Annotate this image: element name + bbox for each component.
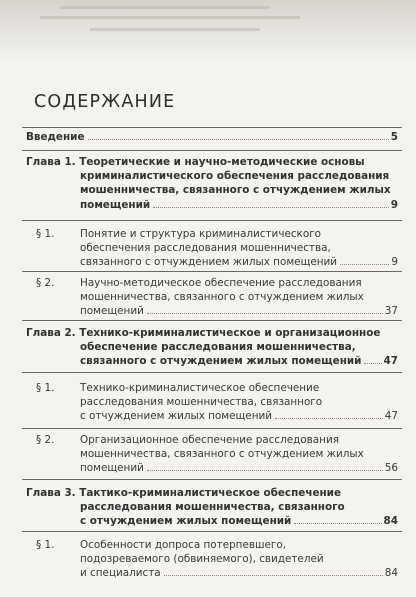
toc-chapter-2-cont: обеспечение расследования мошенничества, связанного с отчуждением жилых помещений 47 <box>80 341 398 368</box>
section-number: § 2. <box>36 434 55 446</box>
page-title: СОДЕРЖАНИЕ <box>34 92 176 112</box>
divider <box>22 150 402 151</box>
divider <box>22 271 402 272</box>
divider <box>22 320 402 321</box>
toc-section-1-1: Понятие и структура криминалистического обеспечения расследования мошенничества, связанного с отчуждением жилых помещений 9 <box>80 228 398 269</box>
divider <box>22 428 402 429</box>
toc-chapter-3: Глава 3. Тактико-криминалистическое обеспечение <box>26 487 342 499</box>
divider <box>22 479 402 480</box>
toc-chapter-2: Глава 2. Технико-криминалистическое и организационное <box>26 327 381 339</box>
section-number: § 1. <box>36 228 55 240</box>
toc-chapter-3-cont: расследования мошенничества, связанного с отчуждением жилых помещений 84 <box>80 501 398 528</box>
section-number: § 2. <box>36 277 55 289</box>
toc-chapter-1: Глава 1. Теоретические и научно-методические основы <box>26 156 365 168</box>
toc-section-3-1: Особенности допроса потерпевшего, подозреваемого (обвиняемого), свидетелей и специалиста 84 <box>80 539 398 580</box>
toc-chapter-1-cont: криминалистического обеспечения расследования мошенничества, связанного с отчуждением жилых помещений 9 <box>80 170 398 211</box>
chapter-label: Глава 1. <box>26 156 76 168</box>
chapter-label: Глава 3. <box>26 487 76 499</box>
toc-section-2-2: Организационное обеспечение расследования мошенничества, связанного с отчуждением жилых помещений 56 <box>80 434 398 475</box>
divider <box>22 127 402 128</box>
section-number: § 1. <box>36 382 55 394</box>
divider <box>22 531 402 532</box>
divider <box>22 372 402 373</box>
section-number: § 1. <box>36 539 55 551</box>
divider <box>22 220 402 221</box>
chapter-label: Глава 2. <box>26 327 76 339</box>
toc-section-2-1: Технико-криминалистическое обеспечение расследования мошенничества, связанного с отчуждением жилых помещений 47 <box>80 382 398 423</box>
previous-page-bleed <box>0 0 416 62</box>
toc-entry-intro: Введение 5 <box>26 131 398 143</box>
toc-section-1-2: Научно-методическое обеспечение расследования мошенничества, связанного с отчуждением жилых помещений 37 <box>80 277 398 318</box>
